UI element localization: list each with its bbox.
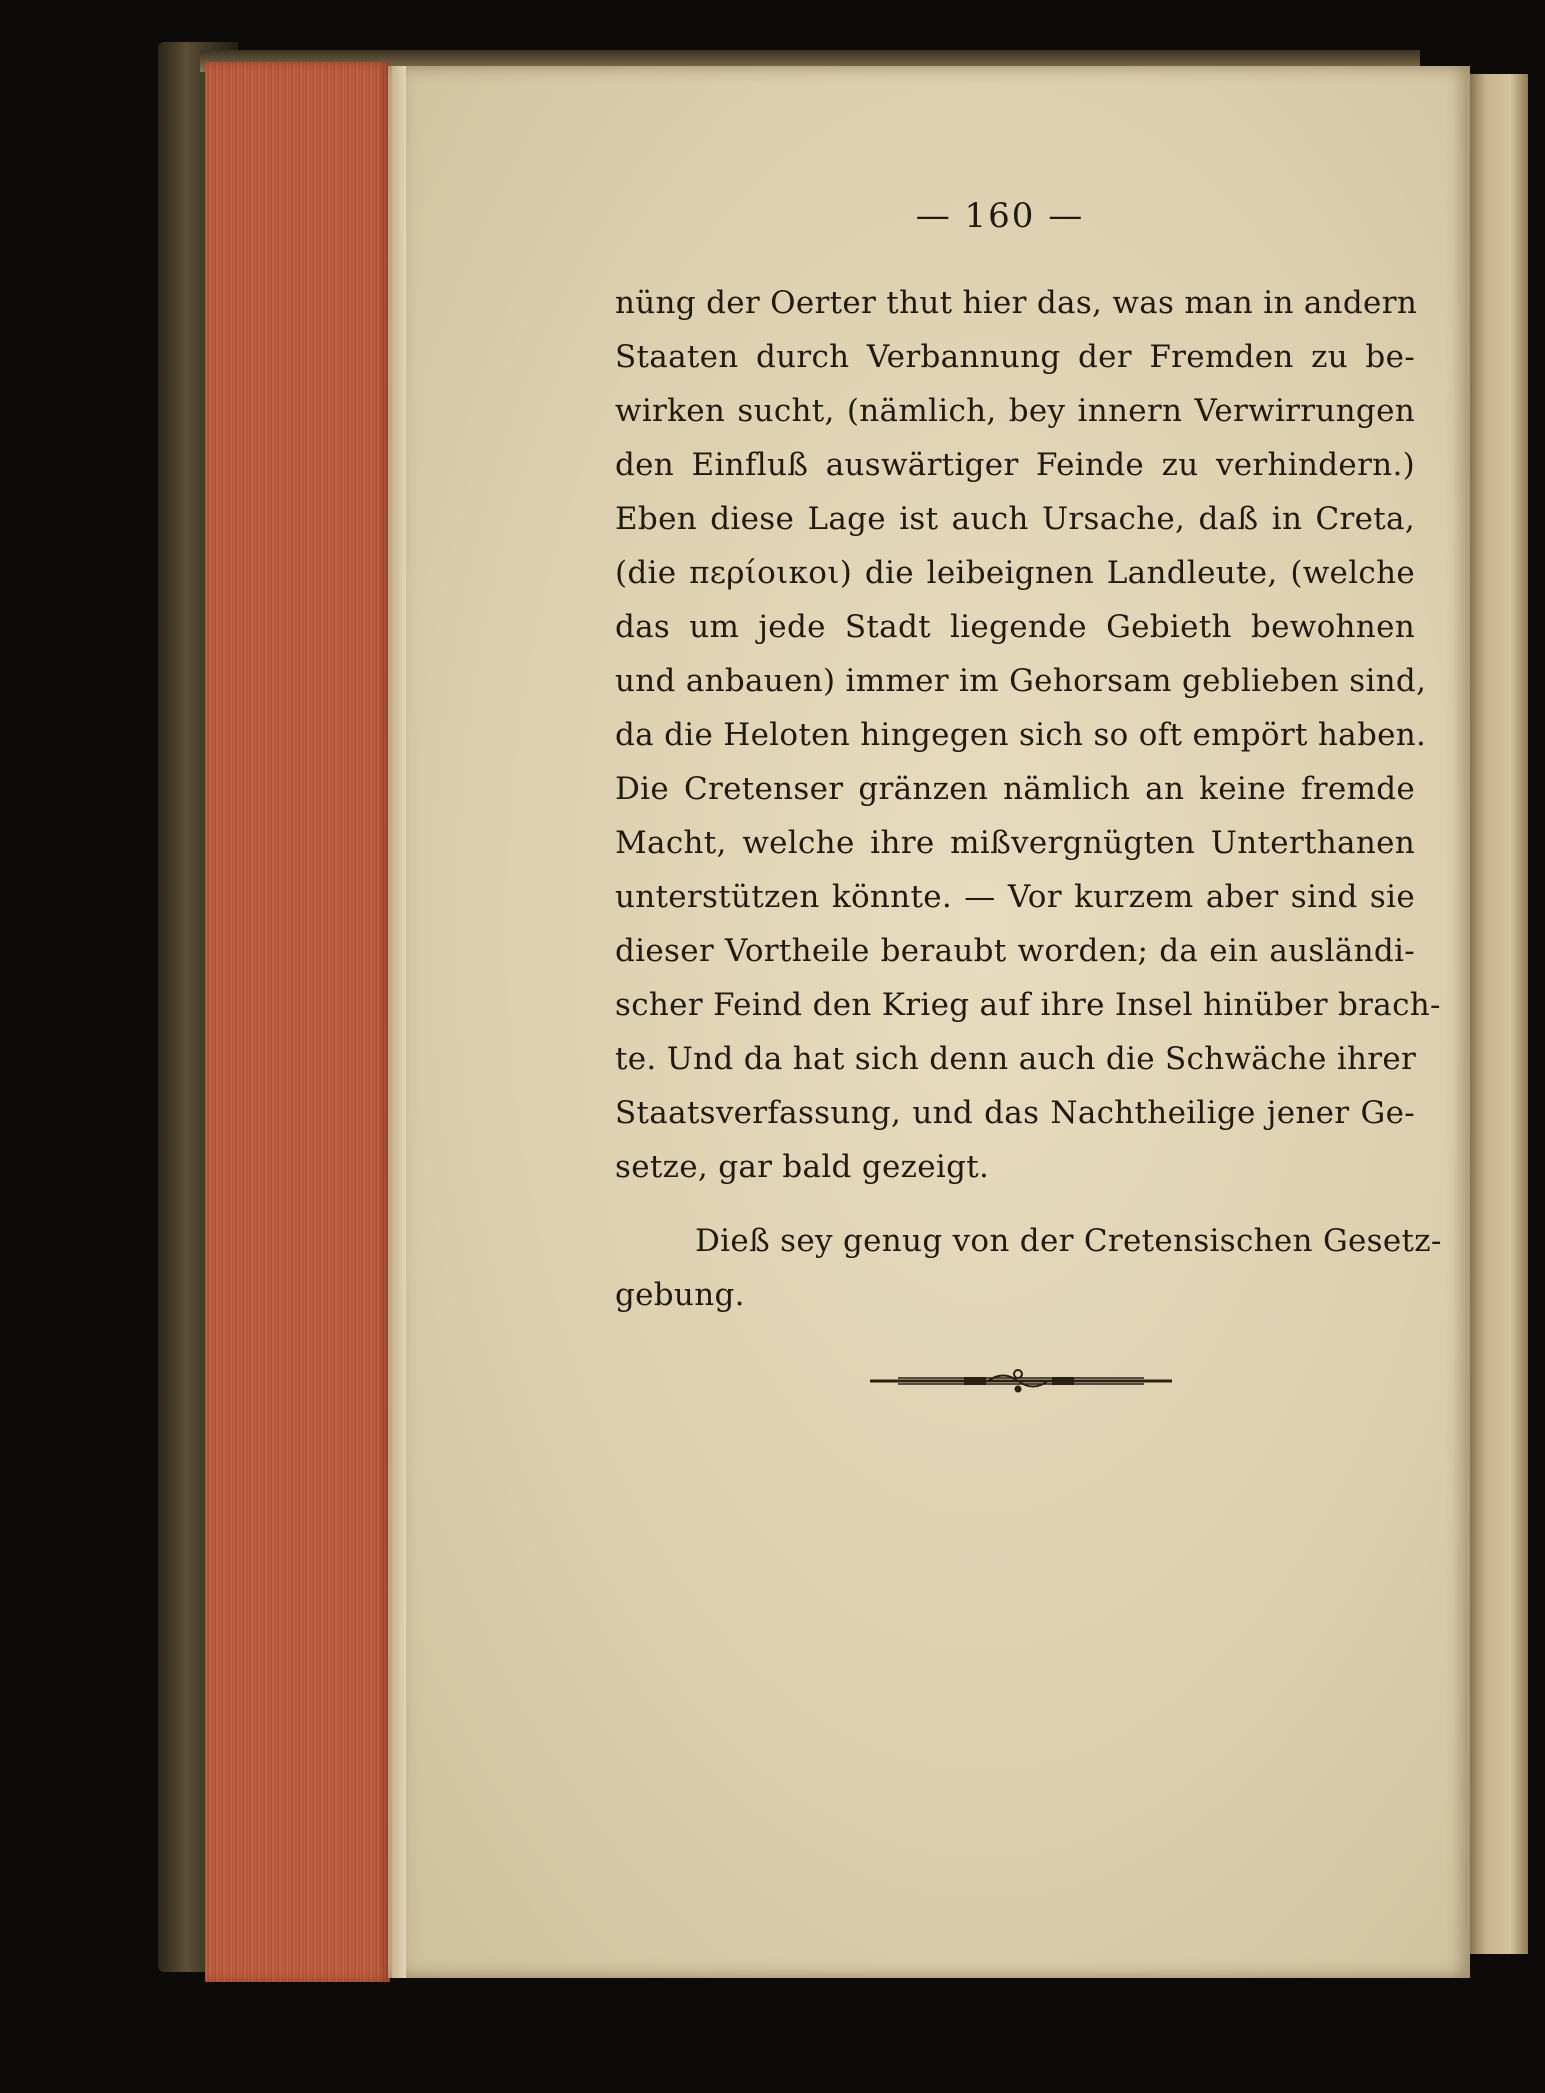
facing-page-sliver xyxy=(1468,74,1528,1954)
closing-line: gebung. xyxy=(615,1277,745,1313)
text-line: den Einfluß auswärtiger Feinde zu verhindern.) xyxy=(615,447,1415,483)
text-line: scher Feind den Krieg auf ihre Insel hinüber brach- xyxy=(615,987,1441,1023)
body-text xyxy=(615,276,1442,1322)
text-line: unterstützen könnte. — Vor kurzem aber sind sie xyxy=(615,879,1415,915)
text-line: wirken sucht, (nämlich, bey innern Verwirrungen xyxy=(615,393,1415,429)
text-line: da die Heloten hingegen sich so oft empört haben. xyxy=(615,717,1427,753)
decorative-rule-ornament xyxy=(868,1366,1174,1396)
text-line: setze, gar bald gezeigt. xyxy=(615,1149,990,1185)
red-page-edges xyxy=(205,62,390,1982)
text-line: (die περίοικοι) die leibeignen Landleute, (welche xyxy=(615,555,1415,591)
text-line: Die Cretenser gränzen nämlich an keine fremde xyxy=(615,771,1415,807)
page-gutter xyxy=(392,66,406,1978)
text-line: dieser Vortheile beraubt worden; da ein ausländi- xyxy=(615,933,1415,969)
text-line: das um jede Stadt liegende Gebieth bewohnen xyxy=(615,609,1415,645)
text-line: Staatsverfassung, und das Nachtheilige jener Ge- xyxy=(615,1095,1415,1131)
text-line: te. Und da hat sich denn auch die Schwäche ihrer xyxy=(615,1041,1417,1077)
page-number: — 160 — xyxy=(915,196,1085,236)
text-line: Staaten durch Verbannung der Fremden zu be- xyxy=(615,339,1415,375)
closing-line: Dieß sey genug von der Cretensischen Gesetz- xyxy=(695,1223,1442,1259)
text-line: Eben diese Lage ist auch Ursache, daß in Creta, xyxy=(615,501,1415,537)
text-line: nüng der Oerter thut hier das, was man in andern xyxy=(615,285,1418,321)
text-line: Macht, welche ihre mißvergnügten Unterthanen xyxy=(615,825,1415,861)
paragraph-gap xyxy=(615,1194,1415,1214)
text-line: und anbauen) immer im Gehorsam geblieben sind, xyxy=(615,663,1427,699)
